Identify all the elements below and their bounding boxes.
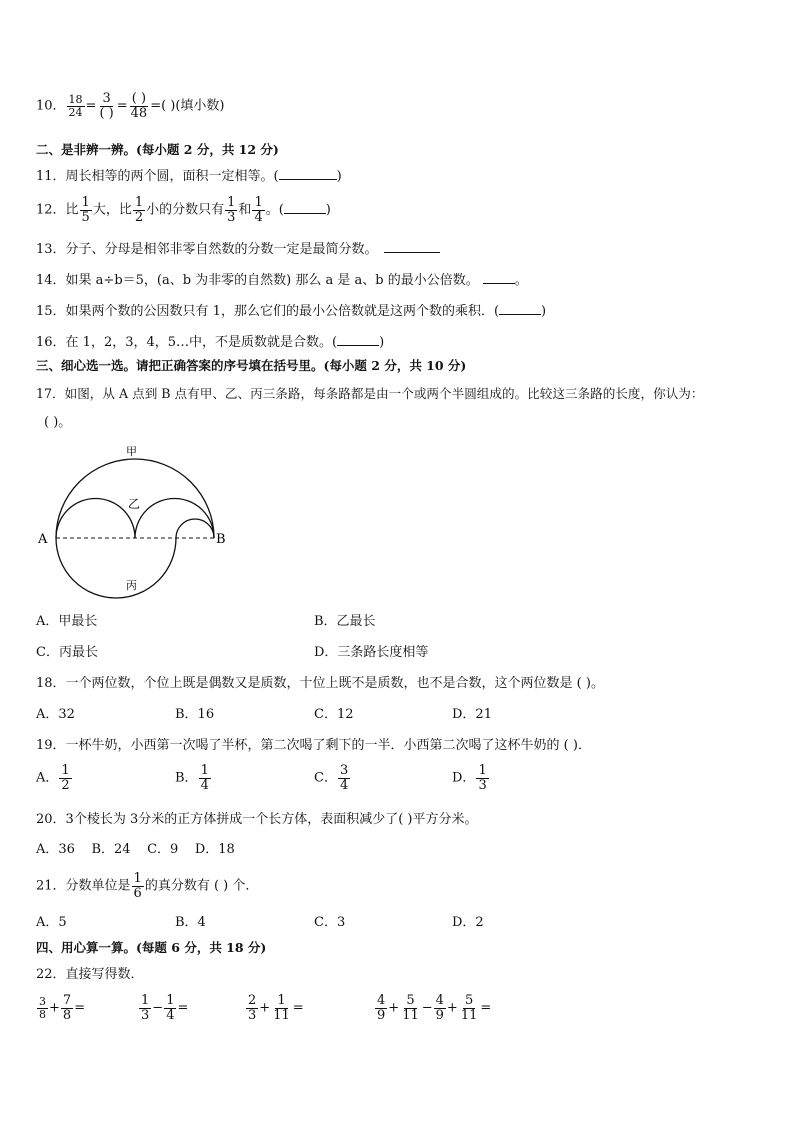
fraction: $\frac{3}{8}$	[39, 995, 46, 1021]
q19-option-c[interactable]: C． $\frac{3}{4}$	[314, 763, 349, 793]
section-4-header: 四、用心算一算。(每题 6 分，共 18 分)	[36, 940, 267, 955]
fraction: $\frac{18}{24}$	[68, 93, 83, 119]
question-18: 18．一个两位数，个位上既是偶数又是质数，十位上既不是质数，也不是合数，这个两位数是 ( )。	[36, 676, 604, 691]
fraction: $\frac{2}{3}$	[248, 993, 257, 1023]
fraction: $\frac{5}{11}$	[402, 993, 419, 1023]
question-10: 10． $\frac{18}{24}$ = $\frac{3}{( )}$ = $\frac{( )}{48}$ =( )(填小数)	[36, 91, 225, 121]
question-22: 22．直接写得数．	[36, 967, 144, 982]
q21-option-d[interactable]: D．2	[452, 915, 484, 930]
calc-expression-4: $\frac{4}{9}$ + $\frac{5}{11}$ − $\frac{4}{9}$ + $\frac{5}{11}$ =	[377, 993, 492, 1023]
q17-option-d[interactable]: D．三条路长度相等	[314, 645, 429, 660]
path-yi-left-semicircle	[56, 499, 135, 539]
fraction: $\frac{1}{2}$	[61, 763, 70, 793]
fraction: $\frac{3}{( )}$	[99, 91, 114, 121]
calc-expression-3: $\frac{2}{3}$ + $\frac{1}{11}$ =	[248, 993, 304, 1023]
fraction: $\frac{1}{4}$	[254, 195, 263, 225]
question-15: 15．如果两个数的公因数只有 1，那么它们的最小公倍数就是这两个数的乘积．( )	[36, 304, 547, 319]
fraction: $\frac{1}{3}$	[227, 195, 236, 225]
q18-option-b[interactable]: B．16	[175, 707, 215, 722]
fraction: $\frac{1}{3}$	[478, 763, 487, 793]
fraction: $\frac{1}{3}$	[141, 993, 150, 1023]
answer-blank[interactable]	[284, 201, 326, 214]
label-b: B	[216, 532, 226, 547]
label-bing: 丙	[126, 579, 137, 592]
answer-blank[interactable]	[384, 240, 440, 253]
fraction: $\frac{7}{8}$	[62, 993, 72, 1023]
label-yi: 乙	[128, 497, 141, 511]
q21-option-a[interactable]: A．5	[36, 915, 67, 930]
q17-option-a[interactable]: A．甲最长	[36, 614, 98, 629]
fraction: $\frac{1}{6}$	[133, 871, 142, 901]
section-3-header: 三、细心选一选。请把正确答案的序号填在括号里。(每小题 2 分，共 10 分)	[36, 358, 467, 373]
question-13: 13．分子、分母是相邻非零自然数的分数一定是最简分数。	[36, 240, 440, 258]
q19-option-b[interactable]: B． $\frac{1}{4}$	[175, 763, 209, 793]
q21-option-c[interactable]: C．3	[314, 915, 346, 930]
q18-option-c[interactable]: C．12	[314, 707, 354, 722]
q19-option-d[interactable]: D． $\frac{1}{3}$	[452, 763, 487, 793]
question-21: 21．分数单位是 $\frac{1}{6}$ 的真分数有 ( ) 个．	[36, 871, 259, 901]
question-20: 20．3个棱长为 3分米的正方体拼成一个长方体，表面积减少了( )平方分米。	[36, 812, 478, 827]
fraction: $\frac{1}{2}$	[134, 195, 144, 225]
semicircle-paths-diagram	[36, 438, 236, 600]
fraction: $\frac{3}{4}$	[339, 763, 349, 793]
fraction: $\frac{1}{5}$	[81, 195, 90, 225]
q21-option-b[interactable]: B．4	[175, 915, 206, 930]
fraction: $\frac{4}{9}$	[377, 993, 386, 1023]
question-11: 11．周长相等的两个圆，面积一定相等。( )	[36, 169, 342, 184]
fraction: $\frac{5}{11}$	[460, 993, 478, 1023]
label-a: A	[38, 532, 48, 547]
q20-options[interactable]: A．36 B．24 C．9 D．18	[36, 842, 235, 857]
question-17: 17．如图，从 A 点到 B 点有甲、乙、丙三条路，每条路都是由一个或两个半圆组成的。比较这三条路的长度，你认为：	[36, 386, 704, 401]
answer-blank[interactable]	[499, 302, 541, 315]
answer-blank[interactable]	[279, 167, 337, 180]
label-jia: 甲	[126, 445, 137, 458]
fraction: $\frac{1}{11}$	[273, 993, 290, 1023]
calc-expression-1: $\frac{3}{8}$ + $\frac{7}{8}$ =	[39, 993, 86, 1023]
question-19: 19．一杯牛奶，小西第一次喝了半杯，第二次喝了剩下的一半．小西第二次喝了这杯牛奶的 ( )．	[36, 738, 591, 753]
question-16: 16．在 1，2，3，4，5…中，不是质数就是合数。( )	[36, 335, 385, 350]
q19-option-a[interactable]: A． $\frac{1}{2}$	[36, 763, 70, 793]
answer-blank[interactable]	[337, 333, 379, 346]
calc-expression-2: $\frac{1}{3}$ − $\frac{1}{4}$ =	[141, 993, 189, 1023]
fraction: $\frac{1}{4}$	[166, 993, 175, 1023]
path-bing-large-semicircle	[56, 538, 176, 598]
fraction: $\frac{4}{9}$	[435, 993, 444, 1023]
section-2-header: 二、是非辨一辨。(每小题 2 分，共 12 分)	[36, 142, 279, 157]
path-yi-right-semicircle	[135, 499, 214, 539]
q18-option-a[interactable]: A．32	[36, 707, 75, 722]
answer-blank[interactable]	[483, 271, 515, 284]
question-14: 14．如果 a÷b＝5，(a、b 为非零的自然数) 那么 a 是 a、b 的最小公倍数。 。	[36, 273, 528, 288]
q17-option-b[interactable]: B．乙最长	[314, 614, 376, 629]
q18-option-d[interactable]: D．21	[452, 707, 492, 722]
fraction: $\frac{( )}{48}$	[130, 91, 148, 121]
question-17-paren: ( )。	[44, 415, 72, 430]
q17-option-c[interactable]: C．丙最长	[36, 645, 98, 660]
path-bing-small-semicircle	[176, 519, 214, 538]
fraction: $\frac{1}{4}$	[200, 763, 209, 793]
question-12: 12．比 $\frac{1}{5}$ 大，比 $\frac{1}{2}$ 小的分数只有 $\frac{1}{3}$ 和 $\frac{1}{4}$ 。( )	[36, 195, 331, 225]
